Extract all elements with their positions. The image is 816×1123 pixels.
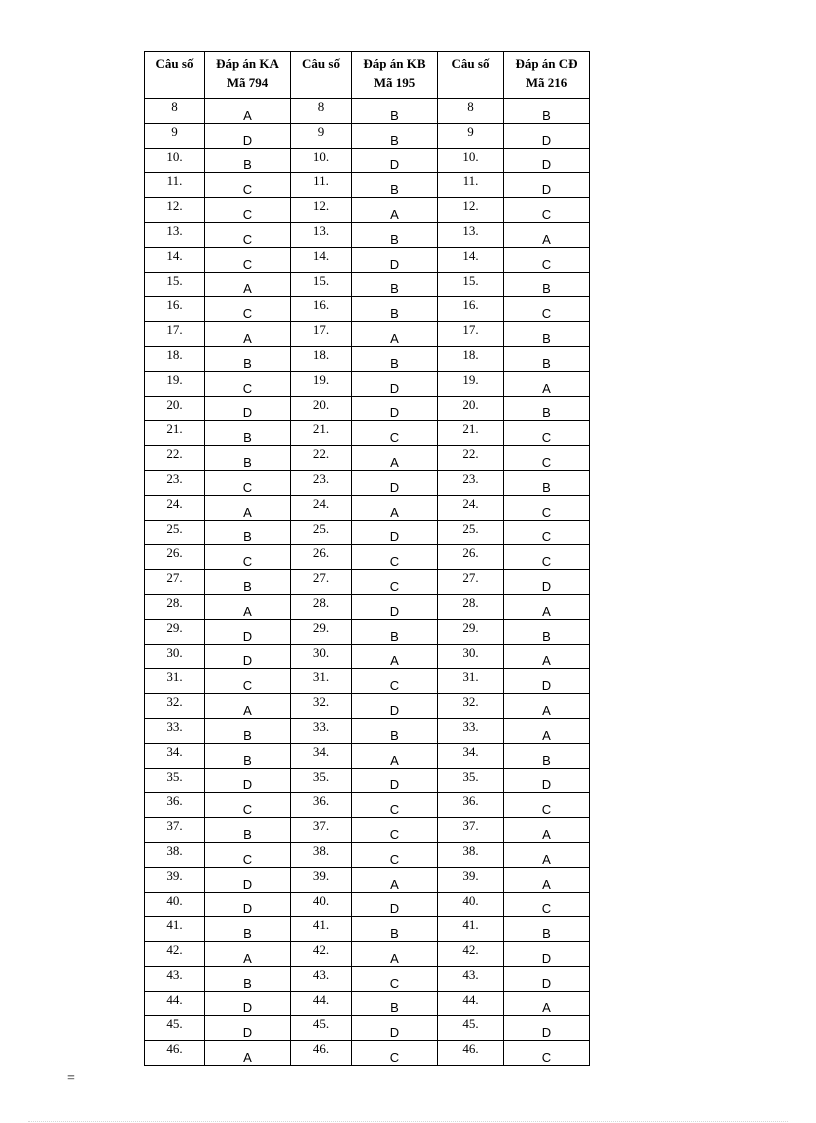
- question-number-kb: 27.: [291, 570, 352, 595]
- answer-kb: B: [352, 619, 438, 644]
- question-number-ka: 34.: [145, 743, 205, 768]
- header-answer-kb-title: Đáp án KB: [363, 56, 426, 71]
- question-number-kb: 29.: [291, 619, 352, 644]
- answer-kb: C: [352, 1041, 438, 1066]
- answer-ka: A: [205, 99, 291, 124]
- question-number-cd: 21.: [438, 421, 504, 446]
- question-number-cd: 32.: [438, 694, 504, 719]
- footer-mark: =: [67, 1071, 75, 1086]
- answer-ka: A: [205, 694, 291, 719]
- answer-kb: D: [352, 148, 438, 173]
- table-row: [145, 446, 590, 471]
- question-number-cd: 28.: [438, 594, 504, 619]
- answer-ka: D: [205, 867, 291, 892]
- question-number-ka: 16.: [145, 297, 205, 322]
- question-number-ka: 10.: [145, 148, 205, 173]
- question-number-kb: 38.: [291, 842, 352, 867]
- answer-cd: B: [504, 396, 590, 421]
- answer-kb: D: [352, 768, 438, 793]
- question-number-kb: 16.: [291, 297, 352, 322]
- question-number-kb: 10.: [291, 148, 352, 173]
- question-number-cd: 35.: [438, 768, 504, 793]
- answer-key-table: [144, 51, 590, 1066]
- question-number-kb: 31.: [291, 669, 352, 694]
- question-number-kb: 21.: [291, 421, 352, 446]
- question-number-kb: 20.: [291, 396, 352, 421]
- table-row: [145, 594, 590, 619]
- question-number-cd: 37.: [438, 818, 504, 843]
- question-number-cd: 46.: [438, 1041, 504, 1066]
- table-row: [145, 718, 590, 743]
- table-row: [145, 818, 590, 843]
- question-number-cd: 18.: [438, 346, 504, 371]
- question-number-kb: 44.: [291, 991, 352, 1016]
- header-answer-ka: [205, 52, 291, 99]
- question-number-kb: 14.: [291, 247, 352, 272]
- question-number-ka: 29.: [145, 619, 205, 644]
- question-number-kb: 35.: [291, 768, 352, 793]
- question-number-ka: 44.: [145, 991, 205, 1016]
- table-row: [145, 421, 590, 446]
- table-row: [145, 99, 590, 124]
- answer-cd: A: [504, 371, 590, 396]
- answer-cd: C: [504, 198, 590, 223]
- question-number-ka: 30.: [145, 644, 205, 669]
- answer-ka: B: [205, 718, 291, 743]
- question-number-kb: 13.: [291, 222, 352, 247]
- question-number-ka: 28.: [145, 594, 205, 619]
- header-answer-cd-title: Đáp án CĐ: [515, 56, 578, 71]
- question-number-ka: 18.: [145, 346, 205, 371]
- table-row: [145, 669, 590, 694]
- table-row: [145, 495, 590, 520]
- answer-kb: B: [352, 99, 438, 124]
- question-number-kb: 24.: [291, 495, 352, 520]
- answer-ka: D: [205, 619, 291, 644]
- answer-kb: A: [352, 495, 438, 520]
- answer-kb: A: [352, 446, 438, 471]
- question-number-ka: 35.: [145, 768, 205, 793]
- question-number-cd: 39.: [438, 867, 504, 892]
- answer-cd: C: [504, 545, 590, 570]
- question-number-kb: 22.: [291, 446, 352, 471]
- table-row: [145, 842, 590, 867]
- question-number-ka: 13.: [145, 222, 205, 247]
- answer-ka: C: [205, 669, 291, 694]
- header-answer-cd: [504, 52, 590, 99]
- table-row: [145, 867, 590, 892]
- answer-cd: D: [504, 123, 590, 148]
- answer-cd: D: [504, 148, 590, 173]
- question-number-ka: 39.: [145, 867, 205, 892]
- answer-kb: D: [352, 892, 438, 917]
- question-number-cd: 23.: [438, 470, 504, 495]
- answer-ka: B: [205, 520, 291, 545]
- table-row: [145, 619, 590, 644]
- answer-kb: D: [352, 470, 438, 495]
- table-row: [145, 272, 590, 297]
- answer-kb: D: [352, 371, 438, 396]
- question-number-ka: 32.: [145, 694, 205, 719]
- question-number-ka: 12.: [145, 198, 205, 223]
- question-number-ka: 20.: [145, 396, 205, 421]
- question-number-ka: 19.: [145, 371, 205, 396]
- table-row: [145, 123, 590, 148]
- answer-kb: B: [352, 123, 438, 148]
- table-row: [145, 570, 590, 595]
- table-row: [145, 942, 590, 967]
- answer-kb: A: [352, 644, 438, 669]
- question-number-cd: 11.: [438, 173, 504, 198]
- question-number-ka: 38.: [145, 842, 205, 867]
- question-number-kb: 12.: [291, 198, 352, 223]
- question-number-kb: 17.: [291, 322, 352, 347]
- answer-ka: D: [205, 396, 291, 421]
- table-row: [145, 768, 590, 793]
- question-number-cd: 15.: [438, 272, 504, 297]
- answer-ka: B: [205, 966, 291, 991]
- table-row: [145, 198, 590, 223]
- question-number-cd: 16.: [438, 297, 504, 322]
- question-number-kb: 15.: [291, 272, 352, 297]
- header-question-number-3: Câu số: [438, 52, 504, 99]
- answer-kb: D: [352, 694, 438, 719]
- question-number-cd: 45.: [438, 1016, 504, 1041]
- answer-cd: A: [504, 718, 590, 743]
- header-question-number-1: Câu số: [145, 52, 205, 99]
- question-number-cd: 42.: [438, 942, 504, 967]
- question-number-cd: 43.: [438, 966, 504, 991]
- answer-kb: C: [352, 421, 438, 446]
- question-number-ka: 11.: [145, 173, 205, 198]
- table-row: [145, 545, 590, 570]
- header-answer-kb-code: Mã 195: [373, 75, 416, 90]
- table-row: [145, 892, 590, 917]
- question-number-ka: 21.: [145, 421, 205, 446]
- question-number-kb: 40.: [291, 892, 352, 917]
- question-number-cd: 17.: [438, 322, 504, 347]
- question-number-kb: 33.: [291, 718, 352, 743]
- bottom-rule: [28, 1121, 788, 1122]
- question-number-cd: 34.: [438, 743, 504, 768]
- table-row: [145, 297, 590, 322]
- header-answer-cd-code: Mã 216: [525, 75, 568, 90]
- answer-kb: C: [352, 793, 438, 818]
- answer-cd: C: [504, 520, 590, 545]
- answer-ka: C: [205, 198, 291, 223]
- answer-cd: D: [504, 768, 590, 793]
- question-number-cd: 36.: [438, 793, 504, 818]
- table-row: [145, 346, 590, 371]
- question-number-cd: 27.: [438, 570, 504, 595]
- answer-cd: A: [504, 842, 590, 867]
- header-row: [145, 52, 590, 99]
- table-row: [145, 520, 590, 545]
- answer-ka: D: [205, 123, 291, 148]
- answer-kb: C: [352, 669, 438, 694]
- answer-cd: B: [504, 917, 590, 942]
- question-number-kb: 30.: [291, 644, 352, 669]
- question-number-kb: 26.: [291, 545, 352, 570]
- header-answer-ka-title: Đáp án KA: [216, 56, 279, 71]
- answer-kb: B: [352, 346, 438, 371]
- question-number-kb: 18.: [291, 346, 352, 371]
- question-number-ka: 17.: [145, 322, 205, 347]
- answer-kb: A: [352, 867, 438, 892]
- answer-ka: A: [205, 322, 291, 347]
- answer-ka: B: [205, 421, 291, 446]
- answer-ka: C: [205, 793, 291, 818]
- table-row: [145, 222, 590, 247]
- question-number-ka: 31.: [145, 669, 205, 694]
- question-number-cd: 25.: [438, 520, 504, 545]
- table-row: [145, 991, 590, 1016]
- answer-cd: C: [504, 495, 590, 520]
- question-number-ka: 27.: [145, 570, 205, 595]
- question-number-kb: 45.: [291, 1016, 352, 1041]
- question-number-cd: 30.: [438, 644, 504, 669]
- answer-ka: A: [205, 942, 291, 967]
- answer-cd: A: [504, 867, 590, 892]
- question-number-cd: 31.: [438, 669, 504, 694]
- table-row: [145, 1016, 590, 1041]
- answer-ka: A: [205, 272, 291, 297]
- question-number-kb: 25.: [291, 520, 352, 545]
- answer-kb: D: [352, 1016, 438, 1041]
- question-number-cd: 20.: [438, 396, 504, 421]
- answer-ka: B: [205, 743, 291, 768]
- question-number-kb: 28.: [291, 594, 352, 619]
- question-number-cd: 41.: [438, 917, 504, 942]
- answer-ka: D: [205, 991, 291, 1016]
- table-row: [145, 148, 590, 173]
- question-number-cd: 29.: [438, 619, 504, 644]
- question-number-ka: 45.: [145, 1016, 205, 1041]
- answer-kb: C: [352, 966, 438, 991]
- question-number-cd: 19.: [438, 371, 504, 396]
- table-row: [145, 694, 590, 719]
- answer-cd: B: [504, 322, 590, 347]
- question-number-cd: 24.: [438, 495, 504, 520]
- answer-cd: C: [504, 446, 590, 471]
- table-row: [145, 793, 590, 818]
- answer-cd: C: [504, 421, 590, 446]
- question-number-cd: 14.: [438, 247, 504, 272]
- table-row: [145, 1041, 590, 1066]
- question-number-cd: 33.: [438, 718, 504, 743]
- table-row: [145, 371, 590, 396]
- question-number-ka: 40.: [145, 892, 205, 917]
- question-number-kb: 41.: [291, 917, 352, 942]
- answer-cd: D: [504, 942, 590, 967]
- answer-ka: C: [205, 842, 291, 867]
- question-number-cd: 9: [438, 123, 504, 148]
- answer-ka: C: [205, 297, 291, 322]
- answer-cd: A: [504, 694, 590, 719]
- answer-cd: D: [504, 1016, 590, 1041]
- answer-cd: D: [504, 669, 590, 694]
- question-number-ka: 25.: [145, 520, 205, 545]
- question-number-kb: 36.: [291, 793, 352, 818]
- question-number-ka: 23.: [145, 470, 205, 495]
- answer-cd: B: [504, 743, 590, 768]
- question-number-kb: 37.: [291, 818, 352, 843]
- answer-kb: A: [352, 942, 438, 967]
- answer-kb: B: [352, 718, 438, 743]
- answer-ka: B: [205, 917, 291, 942]
- answer-cd: C: [504, 1041, 590, 1066]
- table-row: [145, 644, 590, 669]
- table-row: [145, 743, 590, 768]
- answer-kb: B: [352, 917, 438, 942]
- answer-kb: D: [352, 520, 438, 545]
- answer-ka: C: [205, 545, 291, 570]
- question-number-cd: 38.: [438, 842, 504, 867]
- answer-ka: D: [205, 1016, 291, 1041]
- question-number-ka: 15.: [145, 272, 205, 297]
- answer-cd: B: [504, 346, 590, 371]
- answer-kb: C: [352, 545, 438, 570]
- table-row: [145, 917, 590, 942]
- question-number-cd: 12.: [438, 198, 504, 223]
- table-row: [145, 966, 590, 991]
- answer-kb: D: [352, 594, 438, 619]
- question-number-ka: 41.: [145, 917, 205, 942]
- answer-ka: C: [205, 222, 291, 247]
- answer-ka: B: [205, 446, 291, 471]
- answer-cd: C: [504, 793, 590, 818]
- answer-cd: D: [504, 570, 590, 595]
- question-number-ka: 42.: [145, 942, 205, 967]
- answer-cd: B: [504, 619, 590, 644]
- question-number-kb: 23.: [291, 470, 352, 495]
- question-number-ka: 9: [145, 123, 205, 148]
- table-header: [145, 52, 590, 99]
- answer-ka: A: [205, 594, 291, 619]
- answer-cd: B: [504, 99, 590, 124]
- question-number-ka: 43.: [145, 966, 205, 991]
- answer-ka: C: [205, 371, 291, 396]
- answer-cd: C: [504, 297, 590, 322]
- answer-kb: C: [352, 818, 438, 843]
- answer-ka: B: [205, 148, 291, 173]
- question-number-ka: 46.: [145, 1041, 205, 1066]
- table-row: [145, 247, 590, 272]
- question-number-cd: 40.: [438, 892, 504, 917]
- answer-ka: D: [205, 644, 291, 669]
- table-body: [145, 99, 590, 1066]
- table-row: [145, 396, 590, 421]
- answer-cd: C: [504, 247, 590, 272]
- question-number-ka: 14.: [145, 247, 205, 272]
- answer-cd: C: [504, 892, 590, 917]
- answer-kb: C: [352, 570, 438, 595]
- question-number-kb: 42.: [291, 942, 352, 967]
- answer-kb: B: [352, 991, 438, 1016]
- question-number-kb: 39.: [291, 867, 352, 892]
- table-row: [145, 322, 590, 347]
- answer-kb: D: [352, 396, 438, 421]
- table-row: [145, 173, 590, 198]
- question-number-cd: 13.: [438, 222, 504, 247]
- answer-ka: B: [205, 818, 291, 843]
- answer-cd: A: [504, 818, 590, 843]
- answer-cd: A: [504, 644, 590, 669]
- answer-kb: B: [352, 222, 438, 247]
- question-number-kb: 8: [291, 99, 352, 124]
- answer-kb: A: [352, 322, 438, 347]
- question-number-cd: 26.: [438, 545, 504, 570]
- answer-kb: B: [352, 272, 438, 297]
- answer-cd: A: [504, 594, 590, 619]
- question-number-ka: 22.: [145, 446, 205, 471]
- answer-cd: B: [504, 470, 590, 495]
- question-number-kb: 9: [291, 123, 352, 148]
- answer-ka: C: [205, 470, 291, 495]
- answer-ka: B: [205, 570, 291, 595]
- question-number-kb: 32.: [291, 694, 352, 719]
- answer-kb: D: [352, 247, 438, 272]
- answer-ka: B: [205, 346, 291, 371]
- answer-ka: A: [205, 1041, 291, 1066]
- question-number-cd: 22.: [438, 446, 504, 471]
- question-number-kb: 34.: [291, 743, 352, 768]
- answer-cd: A: [504, 222, 590, 247]
- answer-ka: D: [205, 892, 291, 917]
- answer-cd: D: [504, 966, 590, 991]
- question-number-kb: 46.: [291, 1041, 352, 1066]
- answer-ka: C: [205, 247, 291, 272]
- question-number-ka: 36.: [145, 793, 205, 818]
- question-number-ka: 24.: [145, 495, 205, 520]
- table-row: [145, 470, 590, 495]
- answer-ka: C: [205, 173, 291, 198]
- answer-kb: C: [352, 842, 438, 867]
- answer-cd: B: [504, 272, 590, 297]
- answer-kb: A: [352, 743, 438, 768]
- question-number-ka: 26.: [145, 545, 205, 570]
- question-number-kb: 11.: [291, 173, 352, 198]
- answer-kb: A: [352, 198, 438, 223]
- answer-cd: D: [504, 173, 590, 198]
- answer-kb: B: [352, 297, 438, 322]
- header-question-number-2: Câu số: [291, 52, 352, 99]
- header-answer-kb: [352, 52, 438, 99]
- question-number-cd: 10.: [438, 148, 504, 173]
- header-answer-ka-code: Mã 794: [226, 75, 269, 90]
- question-number-cd: 44.: [438, 991, 504, 1016]
- answer-ka: A: [205, 495, 291, 520]
- answer-ka: D: [205, 768, 291, 793]
- question-number-ka: 37.: [145, 818, 205, 843]
- answer-kb: B: [352, 173, 438, 198]
- question-number-ka: 33.: [145, 718, 205, 743]
- question-number-kb: 43.: [291, 966, 352, 991]
- answer-cd: A: [504, 991, 590, 1016]
- question-number-ka: 8: [145, 99, 205, 124]
- question-number-cd: 8: [438, 99, 504, 124]
- question-number-kb: 19.: [291, 371, 352, 396]
